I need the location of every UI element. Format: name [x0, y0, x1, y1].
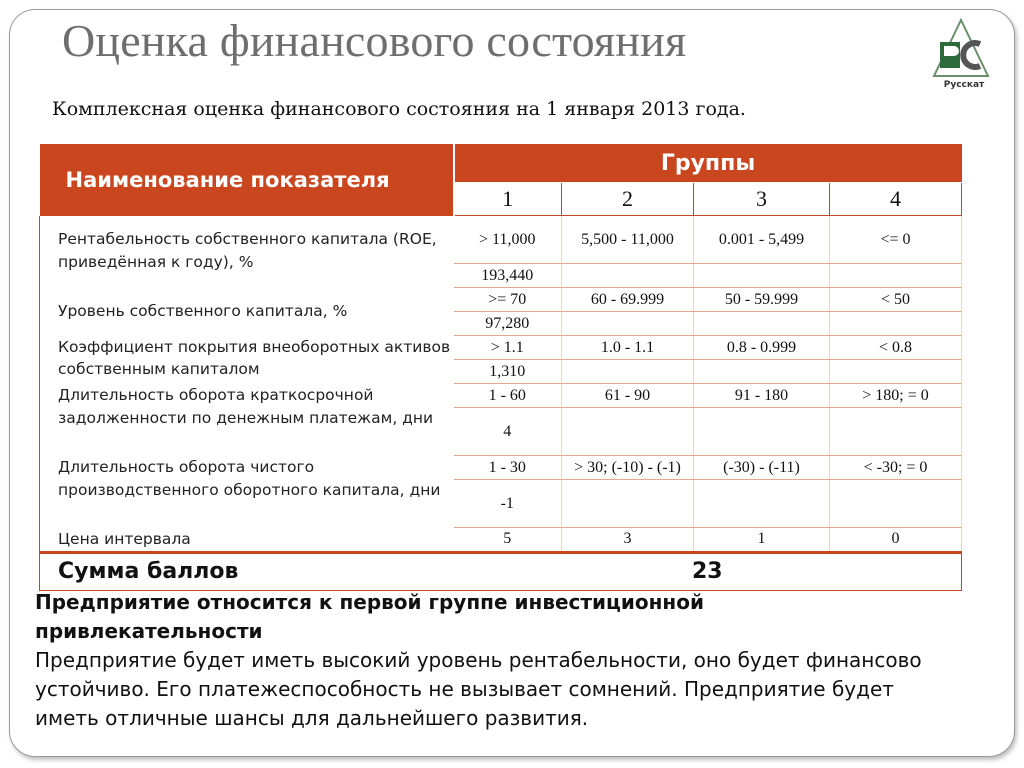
empty-cell: [830, 480, 962, 528]
sum-value: 23: [454, 552, 962, 590]
range-cell: 1.0 - 1.1: [562, 336, 694, 360]
sum-label: Сумма баллов: [40, 552, 454, 590]
group-number: 1: [454, 183, 562, 216]
range-cell: 50 - 59.999: [694, 288, 830, 312]
conclusion-heading: Предприятие относится к первой группе инвестиционной привлекательности: [35, 590, 704, 643]
header-groups: Группы: [454, 144, 962, 183]
indicator-value: -1: [454, 480, 562, 528]
empty-cell: [562, 408, 694, 456]
indicator-name: Коэффициент покрытия внеоборотных активов собственным капиталом: [40, 336, 454, 384]
range-cell: 0.8 - 0.999: [694, 336, 830, 360]
range-cell: > 30; (-10) - (-1): [562, 456, 694, 480]
range-cell: > 11,000: [454, 216, 562, 264]
indicator-value: 4: [454, 408, 562, 456]
indicator-value: 193,440: [454, 264, 562, 288]
empty-cell: [694, 264, 830, 288]
empty-cell: [562, 312, 694, 336]
empty-cell: [694, 312, 830, 336]
price-cell: 3: [562, 528, 694, 553]
range-cell: 1 - 60: [454, 384, 562, 408]
range-cell: <= 0: [830, 216, 962, 264]
logo-caption: Русскат: [943, 80, 985, 90]
empty-cell: [830, 312, 962, 336]
indicator-name: Длительность оборота краткосрочной задолженности по денежным платежам, дни: [40, 384, 454, 456]
range-cell: (-30) - (-11): [694, 456, 830, 480]
indicator-value: 1,310: [454, 360, 562, 384]
range-cell: 61 - 90: [562, 384, 694, 408]
range-cell: < 50: [830, 288, 962, 312]
group-number: 4: [830, 183, 962, 216]
header-indicator-name: Наименование показателя: [40, 144, 454, 216]
conclusion: [35, 588, 935, 733]
range-cell: 0.001 - 5,499: [694, 216, 830, 264]
empty-cell: [562, 360, 694, 384]
range-cell: < 0.8: [830, 336, 962, 360]
indicator-name: Рентабельность собственного капитала (ROE, приведённая к году), %: [40, 216, 454, 288]
price-cell: 0: [830, 528, 962, 553]
group-number: 2: [562, 183, 694, 216]
range-cell: < -30; = 0: [830, 456, 962, 480]
empty-cell: [830, 408, 962, 456]
price-label: Цена интервала: [40, 528, 454, 553]
indicator-value: 97,280: [454, 312, 562, 336]
group-number: 3: [694, 183, 830, 216]
empty-cell: [562, 264, 694, 288]
empty-cell: [694, 360, 830, 384]
empty-cell: [830, 360, 962, 384]
empty-cell: [694, 480, 830, 528]
empty-cell: [694, 408, 830, 456]
assessment-table: [39, 144, 962, 591]
range-cell: 60 - 69.999: [562, 288, 694, 312]
subtitle: Комплексная оценка финансового состояния на 1 января 2013 года.: [52, 98, 746, 120]
range-cell: 91 - 180: [694, 384, 830, 408]
range-cell: 5,500 - 11,000: [562, 216, 694, 264]
indicator-name: Длительность оборота чистого производственного оборотного капитала, дни: [40, 456, 454, 528]
price-cell: 5: [454, 528, 562, 553]
conclusion-text: Предприятие будет иметь высокий уровень рентабельности, оно будет финансово устойчиво. Его платежеспособность не вызывает сомнений. Предприятие будет иметь отличные шансы для дальнейшего развития.: [35, 648, 922, 730]
page-title: Оценка финансового состояния: [62, 15, 687, 66]
range-cell: > 180; = 0: [830, 384, 962, 408]
range-cell: > 1.1: [454, 336, 562, 360]
empty-cell: [562, 480, 694, 528]
price-cell: 1: [694, 528, 830, 553]
range-cell: >= 70: [454, 288, 562, 312]
range-cell: 1 - 30: [454, 456, 562, 480]
empty-cell: [830, 264, 962, 288]
indicator-name: Уровень собственного капитала, %: [40, 288, 454, 336]
